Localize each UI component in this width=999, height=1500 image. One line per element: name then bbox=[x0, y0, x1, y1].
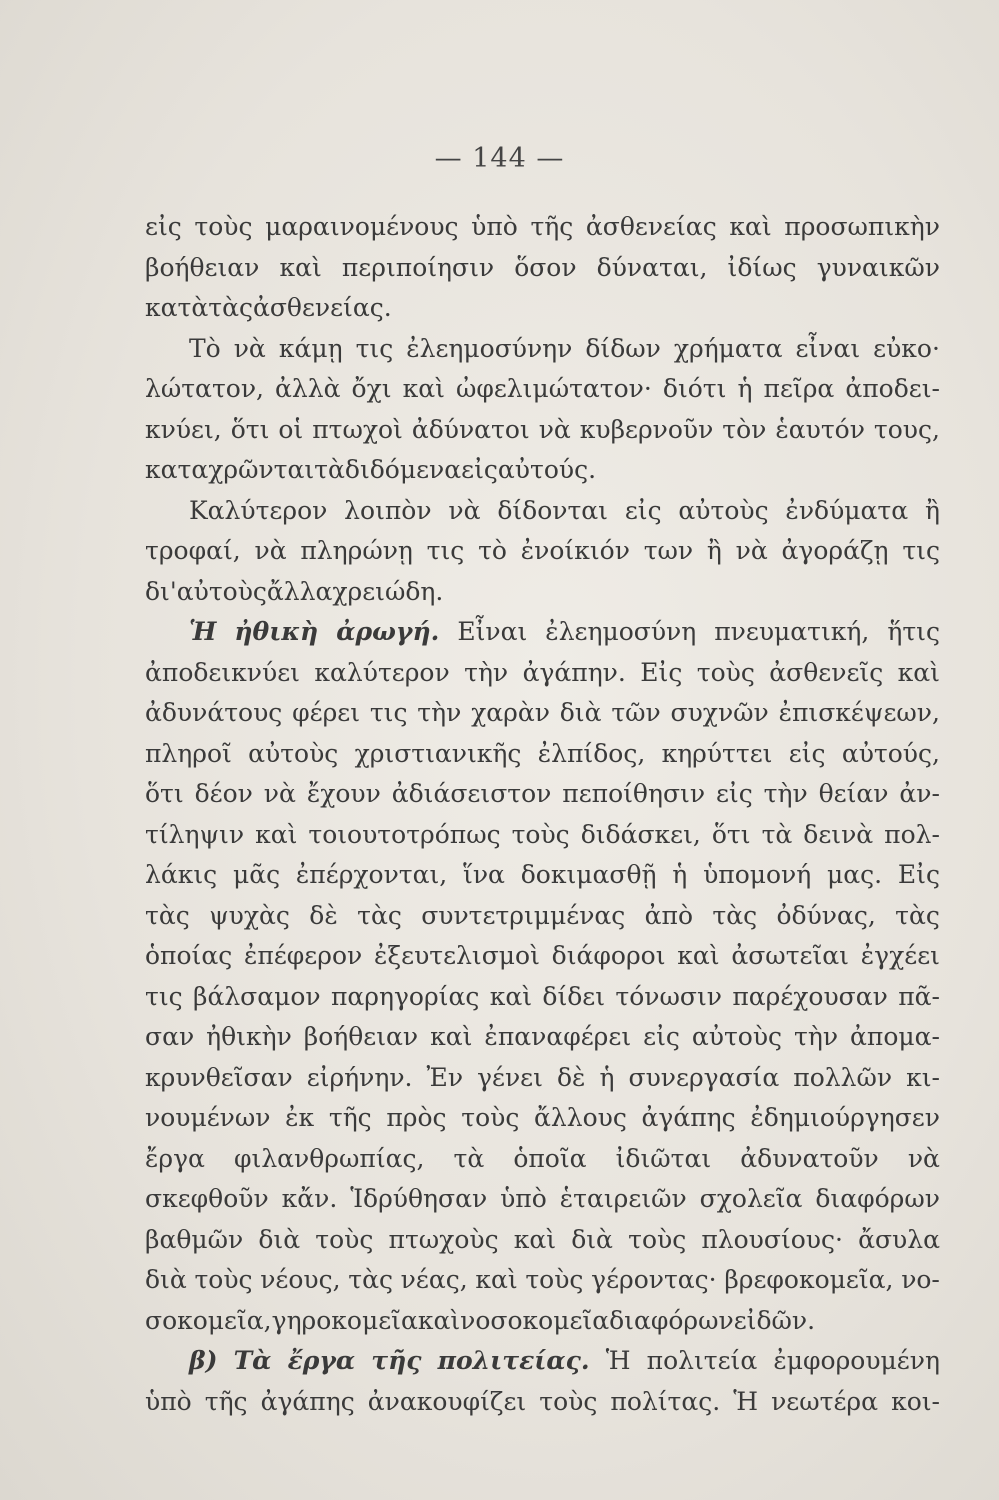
word: ἡ bbox=[599, 1062, 615, 1092]
word: αὐτοὺς bbox=[176, 576, 267, 606]
word: ἐνδύματα bbox=[785, 495, 909, 525]
word: καὶ bbox=[677, 941, 720, 970]
heading-word: τῆς bbox=[371, 1346, 422, 1375]
word: τις bbox=[355, 333, 394, 363]
word: καὶ bbox=[489, 981, 533, 1011]
word: καὶ bbox=[513, 1224, 557, 1254]
text-line bbox=[145, 455, 940, 496]
word: ἢ bbox=[706, 536, 722, 565]
word: πληρώνῃ bbox=[300, 536, 413, 565]
word: ἀσθενείας bbox=[585, 212, 717, 241]
word: Ἡ bbox=[733, 1386, 759, 1416]
text-line bbox=[145, 1184, 940, 1225]
word: φέρει bbox=[292, 698, 361, 727]
word: ἵνα bbox=[463, 860, 505, 889]
word: πνευματική, bbox=[714, 617, 870, 646]
word: νὰ bbox=[263, 779, 296, 808]
word: τόνωσιν bbox=[615, 981, 722, 1011]
word: ἀδιάσειστον bbox=[391, 779, 552, 808]
word: ἄλλους bbox=[534, 1103, 627, 1132]
word: ἐδημιούργησεν bbox=[750, 1103, 940, 1132]
word: ἀνακουφίζει bbox=[367, 1386, 527, 1416]
word: εἰρήνην. bbox=[306, 1062, 413, 1092]
word: Εἰς bbox=[897, 860, 940, 889]
word: ἡ bbox=[672, 860, 688, 889]
word: πτωχοὶ bbox=[312, 414, 403, 444]
word: κἄν. bbox=[281, 1184, 338, 1213]
word: γυναικῶν bbox=[816, 252, 940, 282]
word: ἀποδει- bbox=[845, 374, 940, 403]
word: τίληψιν bbox=[145, 819, 245, 849]
word: τις bbox=[426, 536, 465, 565]
text-line bbox=[145, 982, 940, 1023]
text-line bbox=[145, 698, 940, 739]
word: μαραινομένους bbox=[265, 212, 459, 241]
word: ἢ bbox=[924, 495, 940, 525]
word: συνεργασία bbox=[628, 1062, 780, 1092]
word: πολλῶν bbox=[793, 1062, 893, 1092]
text-line bbox=[145, 658, 940, 699]
word: εἰς bbox=[715, 779, 753, 808]
word: τοὺς bbox=[628, 1224, 687, 1254]
word: καὶ bbox=[475, 1265, 518, 1294]
word: τους, bbox=[873, 414, 940, 444]
word: τὰς bbox=[357, 900, 402, 930]
word: νὰ bbox=[907, 1143, 940, 1173]
word: εὐκο· bbox=[873, 333, 940, 363]
word: πεποίθησιν bbox=[562, 779, 706, 808]
word: τὰς bbox=[712, 900, 758, 930]
word: νο- bbox=[901, 1265, 940, 1294]
word: ἐγχέει bbox=[860, 941, 940, 970]
word: νὰ bbox=[735, 536, 768, 565]
word: διὰ bbox=[571, 1224, 613, 1254]
word: δὲ bbox=[557, 1062, 586, 1092]
word: διδόμενα bbox=[344, 455, 462, 484]
text-line bbox=[145, 1022, 940, 1063]
word: χρήματα bbox=[673, 333, 783, 363]
word: ὑπὸ bbox=[471, 212, 518, 241]
word: δέον bbox=[194, 779, 253, 808]
word: διαφόρων bbox=[815, 1184, 940, 1213]
text-line bbox=[145, 334, 940, 375]
word: τὰ bbox=[314, 455, 345, 484]
word: οἱ bbox=[278, 414, 304, 444]
word: καὶ bbox=[729, 212, 772, 241]
word: διὰ bbox=[258, 1224, 301, 1254]
text-line bbox=[145, 1103, 940, 1144]
word: νὰ bbox=[233, 333, 266, 363]
word: των bbox=[643, 536, 694, 565]
text-line bbox=[145, 1265, 940, 1306]
word: τὴν bbox=[417, 698, 462, 727]
word: αὐτοὺς bbox=[678, 495, 769, 525]
text-line bbox=[145, 779, 940, 820]
word: ἰδίως bbox=[727, 252, 797, 282]
word: λάκις bbox=[145, 860, 218, 889]
word: αὐτούς. bbox=[497, 455, 597, 484]
word: Ἱδρύθησαν bbox=[350, 1184, 488, 1213]
word: διδάσκει, bbox=[580, 819, 701, 849]
word: διάφοροι bbox=[551, 941, 666, 970]
word: ἄλλα bbox=[266, 576, 333, 606]
word: τοὺς bbox=[539, 1386, 598, 1416]
word: πολιτεία bbox=[646, 1346, 758, 1375]
word: ὠφελιμώτατον· bbox=[455, 374, 652, 403]
body-text bbox=[145, 212, 940, 1427]
text-line bbox=[145, 739, 940, 780]
word: δύναται, bbox=[596, 252, 708, 282]
word: ἀγάπην. bbox=[522, 657, 626, 687]
word: ἀγοράζῃ bbox=[781, 536, 889, 565]
word: ὁποίας bbox=[145, 941, 233, 970]
text-line bbox=[145, 253, 940, 294]
word: πολίτας. bbox=[610, 1386, 721, 1416]
word: ἀσθενείας. bbox=[252, 293, 392, 322]
word: ἐμφορουμένη bbox=[773, 1346, 940, 1375]
word: δὲ bbox=[309, 900, 338, 930]
text-line bbox=[145, 1306, 940, 1347]
word: δεινὰ bbox=[803, 819, 874, 849]
word: Εἶναι bbox=[457, 617, 528, 646]
word: μας. bbox=[827, 860, 883, 889]
word: διαφόρων bbox=[609, 1305, 734, 1335]
word: πᾶ- bbox=[898, 981, 940, 1011]
heading-word: Τὰ bbox=[233, 1346, 272, 1375]
word: ἀγάπης bbox=[641, 1103, 736, 1132]
word: Εἰς bbox=[640, 657, 683, 687]
heading-word: β) bbox=[189, 1346, 218, 1375]
word: τὰ bbox=[761, 819, 793, 849]
word: ἰδιῶται bbox=[615, 1143, 712, 1173]
word: ἡ bbox=[737, 374, 753, 403]
word: ὄχι bbox=[351, 374, 392, 403]
word: ὀδύνας, bbox=[776, 900, 876, 930]
word: δίδονται bbox=[497, 495, 608, 525]
word: ἐλεημοσύνην bbox=[406, 333, 573, 363]
text-line bbox=[145, 941, 940, 982]
word: κηρύττει bbox=[661, 738, 773, 768]
word: τῆς bbox=[328, 1103, 372, 1132]
word: ἐλεημοσύνη bbox=[545, 617, 697, 646]
word: ἀσθενεῖς bbox=[769, 657, 884, 687]
word: σαν bbox=[145, 1022, 195, 1051]
word: διὰ bbox=[145, 1265, 187, 1294]
heading-word: Ἡ bbox=[189, 617, 217, 646]
word: σοκομεῖα, bbox=[145, 1305, 272, 1335]
word: ἔργα bbox=[145, 1143, 205, 1173]
word: ἔχουν bbox=[306, 779, 381, 808]
word: ἑταιρειῶν bbox=[559, 1184, 687, 1213]
word: καὶ bbox=[430, 1022, 473, 1051]
word: ὅτι bbox=[711, 819, 751, 849]
word: καὶ bbox=[417, 1305, 461, 1335]
word: καταχρῶνται bbox=[145, 455, 315, 484]
heading-word: ἠθικὴ bbox=[234, 617, 319, 646]
word: ἀπομα- bbox=[850, 1022, 940, 1051]
text-line bbox=[145, 617, 940, 658]
heading-word: ἔργα bbox=[287, 1346, 356, 1375]
word: τὰς bbox=[145, 900, 190, 930]
word: συντετριμμένας bbox=[421, 900, 626, 930]
word: καλύτερον bbox=[314, 657, 450, 687]
word: ἐπέφερον bbox=[244, 941, 363, 970]
word: κάμῃ bbox=[278, 333, 343, 363]
word: νουμένων bbox=[145, 1103, 271, 1132]
word: ἠθικὴν bbox=[206, 1022, 292, 1051]
word: ὑπομονή bbox=[703, 860, 812, 889]
word: μᾶς bbox=[232, 860, 281, 889]
text-line bbox=[145, 1063, 940, 1104]
word: λώτατον, bbox=[145, 374, 264, 403]
text-line bbox=[145, 1225, 940, 1266]
word: νέας, bbox=[400, 1265, 468, 1294]
word: βαθμῶν bbox=[145, 1224, 244, 1254]
word: τὰς bbox=[208, 293, 253, 322]
word: τὰ bbox=[453, 1143, 485, 1173]
text-line bbox=[145, 536, 940, 577]
word: τοιουτοτρόπως bbox=[308, 819, 501, 849]
word: αὐτούς, bbox=[841, 738, 940, 768]
word: βοήθειαν bbox=[145, 252, 260, 282]
word: προσωπικὴν bbox=[784, 212, 940, 241]
word: συχνῶν bbox=[670, 698, 769, 727]
word: δίδει bbox=[542, 981, 606, 1011]
word: Ἡ bbox=[605, 1346, 631, 1375]
word: τῶν bbox=[611, 698, 661, 727]
text-line bbox=[145, 212, 940, 253]
word: τοὺς bbox=[511, 819, 570, 849]
word: ἐπέρχονται, bbox=[295, 860, 448, 889]
word: τις bbox=[145, 981, 183, 1011]
word: χριστιανικῆς bbox=[354, 738, 522, 768]
word: τις bbox=[369, 698, 408, 727]
word: εἰς bbox=[624, 495, 662, 525]
page-number: — 144 — bbox=[434, 143, 565, 174]
word: τῆς bbox=[530, 212, 574, 241]
word: τοὺς bbox=[194, 1265, 253, 1294]
word: τὸν bbox=[722, 414, 767, 444]
text-line bbox=[145, 1387, 940, 1428]
word: καὶ bbox=[897, 657, 940, 687]
word: λοιπὸν bbox=[344, 495, 432, 525]
text-line bbox=[145, 1346, 940, 1387]
word: καὶ bbox=[255, 819, 298, 849]
word: κρυνθεῖσαν bbox=[145, 1062, 293, 1092]
word: ἄσυλα bbox=[858, 1224, 940, 1254]
word: παρηγορίας bbox=[330, 981, 480, 1011]
word: αὐτοὺς bbox=[248, 738, 339, 768]
word: ἑαυτόν bbox=[775, 414, 865, 444]
text-line bbox=[145, 496, 940, 537]
word: ἀγάπης bbox=[260, 1386, 355, 1416]
word: εἰς bbox=[643, 1022, 680, 1051]
word: βρεφοκομεῖα, bbox=[724, 1265, 894, 1294]
word: Τὸ bbox=[189, 333, 221, 363]
heading-word: πολιτείας. bbox=[437, 1346, 590, 1375]
word: τὴν bbox=[763, 779, 808, 808]
word: σκεφθοῦν bbox=[145, 1184, 269, 1213]
word: τροφαί, bbox=[145, 536, 241, 565]
word: τις bbox=[902, 536, 940, 565]
word: εἰδῶν. bbox=[733, 1305, 816, 1335]
word: Καλύτερον bbox=[189, 495, 328, 525]
word: πληροῖ bbox=[145, 738, 232, 768]
word: ὅτι bbox=[145, 779, 184, 808]
word: βάλσαμον bbox=[193, 981, 321, 1011]
word: ἀλλὰ bbox=[275, 374, 341, 403]
word: καὶ bbox=[279, 252, 322, 282]
word: κι- bbox=[906, 1062, 940, 1092]
word: χαρὰν bbox=[471, 698, 550, 727]
word: τοὺς bbox=[525, 1265, 584, 1294]
word: ἐξευτελισμοὶ bbox=[373, 941, 540, 970]
word: περιποίησιν bbox=[341, 252, 495, 282]
word: γένει bbox=[477, 1062, 543, 1092]
word: σχολεῖα bbox=[699, 1184, 803, 1213]
word: εἰς bbox=[145, 212, 182, 241]
word: τὰς bbox=[348, 1265, 393, 1294]
word: νεωτέρα bbox=[771, 1386, 879, 1416]
word: ἀδυνάτους bbox=[145, 698, 283, 727]
word: τοὺς bbox=[696, 657, 755, 687]
word: ἀν- bbox=[899, 779, 940, 808]
word: γέροντας· bbox=[591, 1265, 717, 1294]
word: αὐτοὺς bbox=[691, 1022, 783, 1051]
word: ὅσον bbox=[514, 252, 577, 282]
text-line bbox=[145, 1144, 940, 1185]
word: τὰς bbox=[895, 900, 940, 930]
text-line bbox=[145, 901, 940, 942]
word: νοσοκομεῖα bbox=[460, 1305, 610, 1335]
word: ἥτις bbox=[887, 617, 940, 646]
text-line bbox=[145, 415, 940, 456]
word: τὴν bbox=[464, 657, 509, 687]
word: κοι- bbox=[891, 1386, 940, 1416]
word: ἐλπίδος, bbox=[537, 738, 646, 768]
text-line bbox=[145, 374, 940, 415]
word: ψυχὰς bbox=[209, 900, 290, 930]
word: ἀποδεικνύει bbox=[145, 657, 300, 687]
word: νὰ bbox=[538, 414, 571, 444]
word: πρὸς bbox=[386, 1103, 447, 1132]
word: ἐκ bbox=[285, 1103, 315, 1132]
word: τοὺς bbox=[315, 1224, 374, 1254]
text-line bbox=[145, 820, 940, 861]
word: διὰ bbox=[559, 698, 602, 727]
word: κυβερνοῦν bbox=[579, 414, 714, 444]
word: τὸ bbox=[478, 536, 507, 565]
word: θείαν bbox=[818, 779, 889, 808]
word: κνύει, bbox=[145, 414, 222, 444]
text-line bbox=[145, 860, 940, 901]
word: ἀδύνατοι bbox=[411, 414, 530, 444]
word: τῆς bbox=[204, 1386, 248, 1416]
word: διότι bbox=[662, 374, 727, 403]
word: πολ- bbox=[884, 819, 940, 849]
word: εἰς bbox=[461, 455, 498, 484]
word: εἰς bbox=[788, 738, 826, 768]
word: ἐπισκέψεων, bbox=[778, 698, 940, 727]
word: ἐπαναφέρει bbox=[484, 1022, 632, 1051]
word: εἶναι bbox=[795, 333, 861, 363]
word: κατὰ bbox=[145, 293, 209, 322]
word: νὰ bbox=[254, 536, 287, 565]
word: γηροκομεῖα bbox=[271, 1305, 418, 1335]
word: ἀδυνατοῦν bbox=[740, 1143, 879, 1173]
word: δοκιμασθῇ bbox=[520, 860, 657, 889]
word: πτωχοὺς bbox=[388, 1224, 499, 1254]
word: ὅτι bbox=[230, 414, 270, 444]
word: βοήθειαν bbox=[303, 1022, 419, 1051]
word: τοὺς bbox=[194, 212, 253, 241]
word: τὴν bbox=[794, 1022, 839, 1051]
word: παρέχουσαν bbox=[732, 981, 888, 1011]
word: πεῖρα bbox=[763, 374, 835, 403]
word: φιλανθρωπίας, bbox=[234, 1143, 425, 1173]
word: ἐνοίκιόν bbox=[520, 536, 630, 565]
word: δίδων bbox=[585, 333, 661, 363]
word: καὶ bbox=[402, 374, 445, 403]
word: νὰ bbox=[448, 495, 481, 525]
word: ὑπὸ bbox=[145, 1386, 192, 1416]
word: νέους, bbox=[260, 1265, 341, 1294]
text-line bbox=[145, 577, 940, 618]
word: ὁποῖα bbox=[513, 1143, 587, 1173]
word: δι' bbox=[145, 576, 177, 606]
word: πλουσίους· bbox=[701, 1224, 843, 1254]
heading-word: ἀρωγή. bbox=[336, 617, 440, 646]
word: Ἐν bbox=[426, 1062, 464, 1092]
word: ἀπὸ bbox=[644, 900, 694, 930]
word: χρειώδη. bbox=[332, 576, 444, 606]
word: ἀσωτεῖαι bbox=[731, 941, 849, 970]
text-line bbox=[145, 293, 940, 334]
word: ὑπὸ bbox=[500, 1184, 547, 1213]
word: τοὺς bbox=[461, 1103, 520, 1132]
